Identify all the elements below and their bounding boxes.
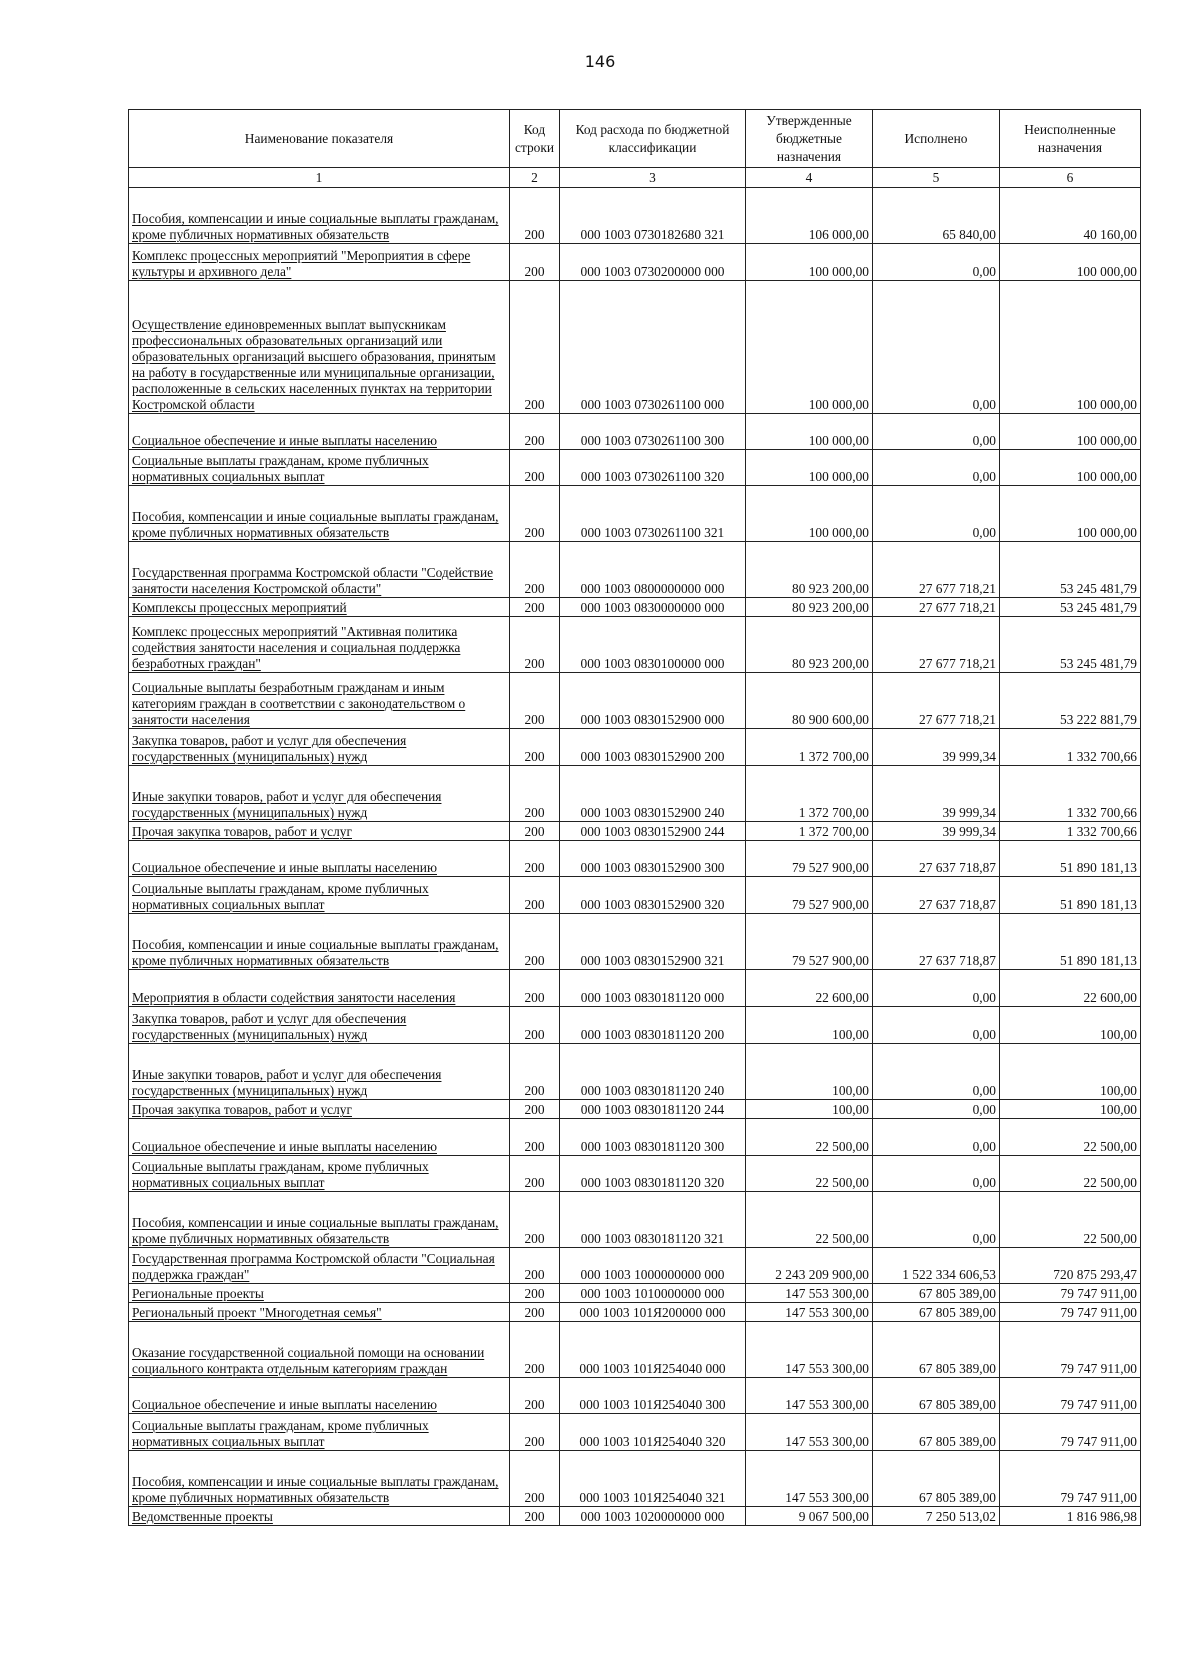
row-code: 200 xyxy=(510,970,560,1007)
row-unexecuted: 79 747 911,00 xyxy=(1000,1303,1141,1322)
row-name: Социальное обеспечение и иные выплаты населению xyxy=(129,1378,510,1414)
row-unexecuted: 1 332 700,66 xyxy=(1000,766,1141,822)
row-executed: 0,00 xyxy=(873,1119,1000,1156)
row-approved: 147 553 300,00 xyxy=(746,1322,873,1378)
row-name: Осуществление единовременных выплат выпускникам профессиональных образовательных организаций или образовательных организаций высшего образования, принятым на работу в государственные или муниципальные организации, расположенные в сельских населенных пунктах на территории Костромской области xyxy=(129,281,510,414)
table-row xyxy=(129,970,1141,1007)
row-code: 200 xyxy=(510,914,560,970)
row-unexecuted: 79 747 911,00 xyxy=(1000,1322,1141,1378)
row-code: 200 xyxy=(510,673,560,729)
row-unexecuted: 40 160,00 xyxy=(1000,188,1141,244)
row-approved: 1 372 700,00 xyxy=(746,822,873,841)
table-row xyxy=(129,1378,1141,1414)
row-classification: 000 1003 0830152900 000 xyxy=(560,673,746,729)
row-unexecuted: 100,00 xyxy=(1000,1100,1141,1119)
row-classification: 000 1003 1010000000 000 xyxy=(560,1284,746,1303)
table-row xyxy=(129,1044,1141,1100)
row-name: Региональный проект "Многодетная семья" xyxy=(129,1303,510,1322)
column-number: 2 xyxy=(510,168,560,188)
header-budget-classification: Код расхода по бюджетной классификации xyxy=(560,110,746,168)
row-code: 200 xyxy=(510,1248,560,1284)
row-executed: 27 637 718,87 xyxy=(873,877,1000,914)
row-unexecuted: 51 890 181,13 xyxy=(1000,841,1141,877)
row-unexecuted: 1 816 986,98 xyxy=(1000,1507,1141,1526)
row-name: Прочая закупка товаров, работ и услуг xyxy=(129,1100,510,1119)
row-code: 200 xyxy=(510,1007,560,1044)
row-code: 200 xyxy=(510,450,560,486)
table-row xyxy=(129,1248,1141,1284)
row-classification: 000 1003 0730200000 000 xyxy=(560,244,746,281)
row-code: 200 xyxy=(510,1303,560,1322)
table-row xyxy=(129,877,1141,914)
row-approved: 22 500,00 xyxy=(746,1156,873,1192)
row-name: Пособия, компенсации и иные социальные выплаты гражданам, кроме публичных нормативных обязательств xyxy=(129,1451,510,1507)
table-row xyxy=(129,673,1141,729)
row-unexecuted: 100 000,00 xyxy=(1000,244,1141,281)
table-row xyxy=(129,1507,1141,1526)
row-classification: 000 1003 1000000000 000 xyxy=(560,1248,746,1284)
row-approved: 80 923 200,00 xyxy=(746,542,873,598)
row-code: 200 xyxy=(510,1156,560,1192)
row-executed: 67 805 389,00 xyxy=(873,1378,1000,1414)
row-approved: 147 553 300,00 xyxy=(746,1378,873,1414)
row-executed: 39 999,34 xyxy=(873,729,1000,766)
row-unexecuted: 22 500,00 xyxy=(1000,1192,1141,1248)
row-code: 200 xyxy=(510,1378,560,1414)
row-name: Социальные выплаты гражданам, кроме публичных нормативных социальных выплат xyxy=(129,877,510,914)
row-executed: 27 677 718,21 xyxy=(873,542,1000,598)
row-unexecuted: 51 890 181,13 xyxy=(1000,877,1141,914)
row-approved: 22 500,00 xyxy=(746,1192,873,1248)
row-executed: 1 522 334 606,53 xyxy=(873,1248,1000,1284)
row-approved: 9 067 500,00 xyxy=(746,1507,873,1526)
table-row xyxy=(129,542,1141,598)
header-line-code: Код строки xyxy=(510,110,560,168)
row-approved: 79 527 900,00 xyxy=(746,841,873,877)
row-approved: 100 000,00 xyxy=(746,486,873,542)
row-code: 200 xyxy=(510,598,560,617)
row-name: Социальные выплаты гражданам, кроме публичных нормативных социальных выплат xyxy=(129,450,510,486)
row-executed: 0,00 xyxy=(873,450,1000,486)
row-classification: 000 1003 101Я254040 000 xyxy=(560,1322,746,1378)
row-unexecuted: 22 600,00 xyxy=(1000,970,1141,1007)
header-executed: Исполнено xyxy=(873,110,1000,168)
row-name: Государственная программа Костромской области "Содействие занятости населения Костромской области" xyxy=(129,542,510,598)
row-code: 200 xyxy=(510,766,560,822)
row-code: 200 xyxy=(510,244,560,281)
row-approved: 147 553 300,00 xyxy=(746,1451,873,1507)
row-approved: 80 923 200,00 xyxy=(746,598,873,617)
row-classification: 000 1003 0830152900 320 xyxy=(560,877,746,914)
table-row xyxy=(129,822,1141,841)
row-classification: 000 1003 0830181120 321 xyxy=(560,1192,746,1248)
row-code: 200 xyxy=(510,1414,560,1451)
row-unexecuted: 51 890 181,13 xyxy=(1000,914,1141,970)
column-number-row xyxy=(129,168,1141,188)
header-row xyxy=(129,110,1141,168)
row-name: Комплекс процессных мероприятий "Мероприятия в сфере культуры и архивного дела" xyxy=(129,244,510,281)
row-code: 200 xyxy=(510,486,560,542)
row-name: Мероприятия в области содействия занятости населения xyxy=(129,970,510,1007)
row-code: 200 xyxy=(510,1100,560,1119)
table-row xyxy=(129,766,1141,822)
row-classification: 000 1003 101Я254040 321 xyxy=(560,1451,746,1507)
row-code: 200 xyxy=(510,414,560,450)
table-row xyxy=(129,914,1141,970)
row-classification: 000 1003 0830152900 240 xyxy=(560,766,746,822)
row-approved: 22 500,00 xyxy=(746,1119,873,1156)
row-approved: 79 527 900,00 xyxy=(746,877,873,914)
table-row xyxy=(129,729,1141,766)
row-executed: 67 805 389,00 xyxy=(873,1414,1000,1451)
table-row xyxy=(129,1322,1141,1378)
row-code: 200 xyxy=(510,1044,560,1100)
row-code: 200 xyxy=(510,1284,560,1303)
row-unexecuted: 22 500,00 xyxy=(1000,1119,1141,1156)
row-approved: 100 000,00 xyxy=(746,244,873,281)
row-name: Пособия, компенсации и иные социальные выплаты гражданам, кроме публичных нормативных обязательств xyxy=(129,188,510,244)
row-approved: 147 553 300,00 xyxy=(746,1303,873,1322)
row-classification: 000 1003 0730261100 300 xyxy=(560,414,746,450)
row-classification: 000 1003 0730261100 321 xyxy=(560,486,746,542)
page-number: 146 xyxy=(584,52,616,71)
row-approved: 1 372 700,00 xyxy=(746,766,873,822)
row-executed: 39 999,34 xyxy=(873,822,1000,841)
row-executed: 0,00 xyxy=(873,486,1000,542)
row-name: Иные закупки товаров, работ и услуг для обеспечения государственных (муниципальных) нужд xyxy=(129,1044,510,1100)
row-code: 200 xyxy=(510,188,560,244)
column-number: 4 xyxy=(746,168,873,188)
header-indicator-name: Наименование показателя xyxy=(129,110,510,168)
row-code: 200 xyxy=(510,1451,560,1507)
row-unexecuted: 100 000,00 xyxy=(1000,486,1141,542)
row-executed: 67 805 389,00 xyxy=(873,1303,1000,1322)
row-executed: 67 805 389,00 xyxy=(873,1451,1000,1507)
row-classification: 000 1003 0830152900 244 xyxy=(560,822,746,841)
row-executed: 0,00 xyxy=(873,281,1000,414)
row-name: Закупка товаров, работ и услуг для обеспечения государственных (муниципальных) нужд xyxy=(129,729,510,766)
row-approved: 100 000,00 xyxy=(746,450,873,486)
table-row xyxy=(129,281,1141,414)
row-classification: 000 1003 0730182680 321 xyxy=(560,188,746,244)
row-executed: 7 250 513,02 xyxy=(873,1507,1000,1526)
row-unexecuted: 1 332 700,66 xyxy=(1000,729,1141,766)
row-executed: 27 677 718,21 xyxy=(873,598,1000,617)
row-name: Комплекс процессных мероприятий "Активная политика содействия занятости населения и социальная поддержка безработных граждан" xyxy=(129,617,510,673)
row-approved: 100 000,00 xyxy=(746,281,873,414)
table-row xyxy=(129,1303,1141,1322)
row-approved: 147 553 300,00 xyxy=(746,1284,873,1303)
row-approved: 147 553 300,00 xyxy=(746,1414,873,1451)
row-executed: 67 805 389,00 xyxy=(873,1322,1000,1378)
row-executed: 27 677 718,21 xyxy=(873,617,1000,673)
table-row xyxy=(129,1100,1141,1119)
row-approved: 106 000,00 xyxy=(746,188,873,244)
row-code: 200 xyxy=(510,1322,560,1378)
row-executed: 0,00 xyxy=(873,1192,1000,1248)
row-code: 200 xyxy=(510,542,560,598)
table-row xyxy=(129,1119,1141,1156)
row-classification: 000 1003 0830181120 320 xyxy=(560,1156,746,1192)
row-name: Социальное обеспечение и иные выплаты населению xyxy=(129,1119,510,1156)
table-row xyxy=(129,450,1141,486)
row-code: 200 xyxy=(510,841,560,877)
row-unexecuted: 53 245 481,79 xyxy=(1000,598,1141,617)
budget-execution-table xyxy=(128,109,1141,1526)
row-executed: 67 805 389,00 xyxy=(873,1284,1000,1303)
row-classification: 000 1003 0830000000 000 xyxy=(560,598,746,617)
table-row xyxy=(129,188,1141,244)
row-classification: 000 1003 0830152900 300 xyxy=(560,841,746,877)
table-row xyxy=(129,1414,1141,1451)
row-name: Социальные выплаты гражданам, кроме публичных нормативных социальных выплат xyxy=(129,1156,510,1192)
row-code: 200 xyxy=(510,1119,560,1156)
row-unexecuted: 79 747 911,00 xyxy=(1000,1414,1141,1451)
row-executed: 0,00 xyxy=(873,1100,1000,1119)
row-approved: 22 600,00 xyxy=(746,970,873,1007)
row-executed: 27 637 718,87 xyxy=(873,914,1000,970)
row-executed: 39 999,34 xyxy=(873,766,1000,822)
row-classification: 000 1003 0830181120 244 xyxy=(560,1100,746,1119)
row-name: Государственная программа Костромской области "Социальная поддержка граждан" xyxy=(129,1248,510,1284)
row-name: Ведомственные проекты xyxy=(129,1507,510,1526)
row-code: 200 xyxy=(510,1192,560,1248)
column-number: 6 xyxy=(1000,168,1141,188)
row-approved: 2 243 209 900,00 xyxy=(746,1248,873,1284)
row-unexecuted: 79 747 911,00 xyxy=(1000,1284,1141,1303)
table-row xyxy=(129,1284,1141,1303)
row-unexecuted: 53 245 481,79 xyxy=(1000,617,1141,673)
table-row xyxy=(129,598,1141,617)
row-unexecuted: 100 000,00 xyxy=(1000,414,1141,450)
row-approved: 1 372 700,00 xyxy=(746,729,873,766)
row-name: Оказание государственной социальной помощи на основании социального контракта отдельным категориям граждан xyxy=(129,1322,510,1378)
row-classification: 000 1003 0830181120 240 xyxy=(560,1044,746,1100)
row-approved: 79 527 900,00 xyxy=(746,914,873,970)
row-approved: 100 000,00 xyxy=(746,414,873,450)
column-number: 3 xyxy=(560,168,746,188)
column-number: 1 xyxy=(129,168,510,188)
header-approved: Утвержденные бюджетные назначения xyxy=(746,110,873,168)
table-body xyxy=(129,188,1141,1526)
row-name: Социальные выплаты безработным гражданам и иным категориям граждан в соответствии с законодательством о занятости населения xyxy=(129,673,510,729)
row-executed: 27 637 718,87 xyxy=(873,841,1000,877)
row-unexecuted: 1 332 700,66 xyxy=(1000,822,1141,841)
column-number: 5 xyxy=(873,168,1000,188)
row-name: Прочая закупка товаров, работ и услуг xyxy=(129,822,510,841)
row-unexecuted: 22 500,00 xyxy=(1000,1156,1141,1192)
row-classification: 000 1003 0730261100 000 xyxy=(560,281,746,414)
row-name: Пособия, компенсации и иные социальные выплаты гражданам, кроме публичных нормативных обязательств xyxy=(129,486,510,542)
row-classification: 000 1003 1020000000 000 xyxy=(560,1507,746,1526)
row-approved: 100,00 xyxy=(746,1044,873,1100)
row-executed: 0,00 xyxy=(873,1044,1000,1100)
row-executed: 0,00 xyxy=(873,244,1000,281)
row-classification: 000 1003 0830100000 000 xyxy=(560,617,746,673)
row-unexecuted: 100,00 xyxy=(1000,1044,1141,1100)
row-classification: 000 1003 101Я200000 000 xyxy=(560,1303,746,1322)
row-name: Социальное обеспечение и иные выплаты населению xyxy=(129,414,510,450)
table-row xyxy=(129,841,1141,877)
row-name: Иные закупки товаров, работ и услуг для обеспечения государственных (муниципальных) нужд xyxy=(129,766,510,822)
row-classification: 000 1003 0830181120 000 xyxy=(560,970,746,1007)
header-unexecuted: Неисполненные назначения xyxy=(1000,110,1141,168)
row-unexecuted: 79 747 911,00 xyxy=(1000,1451,1141,1507)
row-unexecuted: 53 245 481,79 xyxy=(1000,542,1141,598)
row-executed: 27 677 718,21 xyxy=(873,673,1000,729)
table-row xyxy=(129,414,1141,450)
row-executed: 0,00 xyxy=(873,1156,1000,1192)
row-name: Комплексы процессных мероприятий xyxy=(129,598,510,617)
row-code: 200 xyxy=(510,729,560,766)
row-code: 200 xyxy=(510,877,560,914)
row-classification: 000 1003 0830152900 200 xyxy=(560,729,746,766)
table-row xyxy=(129,1192,1141,1248)
row-unexecuted: 720 875 293,47 xyxy=(1000,1248,1141,1284)
row-approved: 80 900 600,00 xyxy=(746,673,873,729)
row-code: 200 xyxy=(510,617,560,673)
row-unexecuted: 53 222 881,79 xyxy=(1000,673,1141,729)
row-executed: 65 840,00 xyxy=(873,188,1000,244)
row-name: Социальные выплаты гражданам, кроме публичных нормативных социальных выплат xyxy=(129,1414,510,1451)
table-row xyxy=(129,486,1141,542)
row-name: Пособия, компенсации и иные социальные выплаты гражданам, кроме публичных нормативных обязательств xyxy=(129,1192,510,1248)
row-unexecuted: 100 000,00 xyxy=(1000,281,1141,414)
table-row xyxy=(129,1451,1141,1507)
row-classification: 000 1003 0730261100 320 xyxy=(560,450,746,486)
row-approved: 80 923 200,00 xyxy=(746,617,873,673)
row-approved: 100,00 xyxy=(746,1007,873,1044)
row-approved: 100,00 xyxy=(746,1100,873,1119)
row-classification: 000 1003 0830152900 321 xyxy=(560,914,746,970)
row-code: 200 xyxy=(510,822,560,841)
row-name: Закупка товаров, работ и услуг для обеспечения государственных (муниципальных) нужд xyxy=(129,1007,510,1044)
row-unexecuted: 100 000,00 xyxy=(1000,450,1141,486)
row-executed: 0,00 xyxy=(873,414,1000,450)
row-unexecuted: 100,00 xyxy=(1000,1007,1141,1044)
row-classification: 000 1003 0830181120 200 xyxy=(560,1007,746,1044)
row-name: Пособия, компенсации и иные социальные выплаты гражданам, кроме публичных нормативных обязательств xyxy=(129,914,510,970)
table-row xyxy=(129,1007,1141,1044)
row-unexecuted: 79 747 911,00 xyxy=(1000,1378,1141,1414)
row-classification: 000 1003 0800000000 000 xyxy=(560,542,746,598)
table-row xyxy=(129,1156,1141,1192)
row-code: 200 xyxy=(510,281,560,414)
table-row xyxy=(129,244,1141,281)
table-row xyxy=(129,617,1141,673)
row-classification: 000 1003 101Я254040 300 xyxy=(560,1378,746,1414)
row-classification: 000 1003 101Я254040 320 xyxy=(560,1414,746,1451)
row-executed: 0,00 xyxy=(873,1007,1000,1044)
row-code: 200 xyxy=(510,1507,560,1526)
row-name: Региональные проекты xyxy=(129,1284,510,1303)
row-name: Социальное обеспечение и иные выплаты населению xyxy=(129,841,510,877)
row-classification: 000 1003 0830181120 300 xyxy=(560,1119,746,1156)
row-executed: 0,00 xyxy=(873,970,1000,1007)
